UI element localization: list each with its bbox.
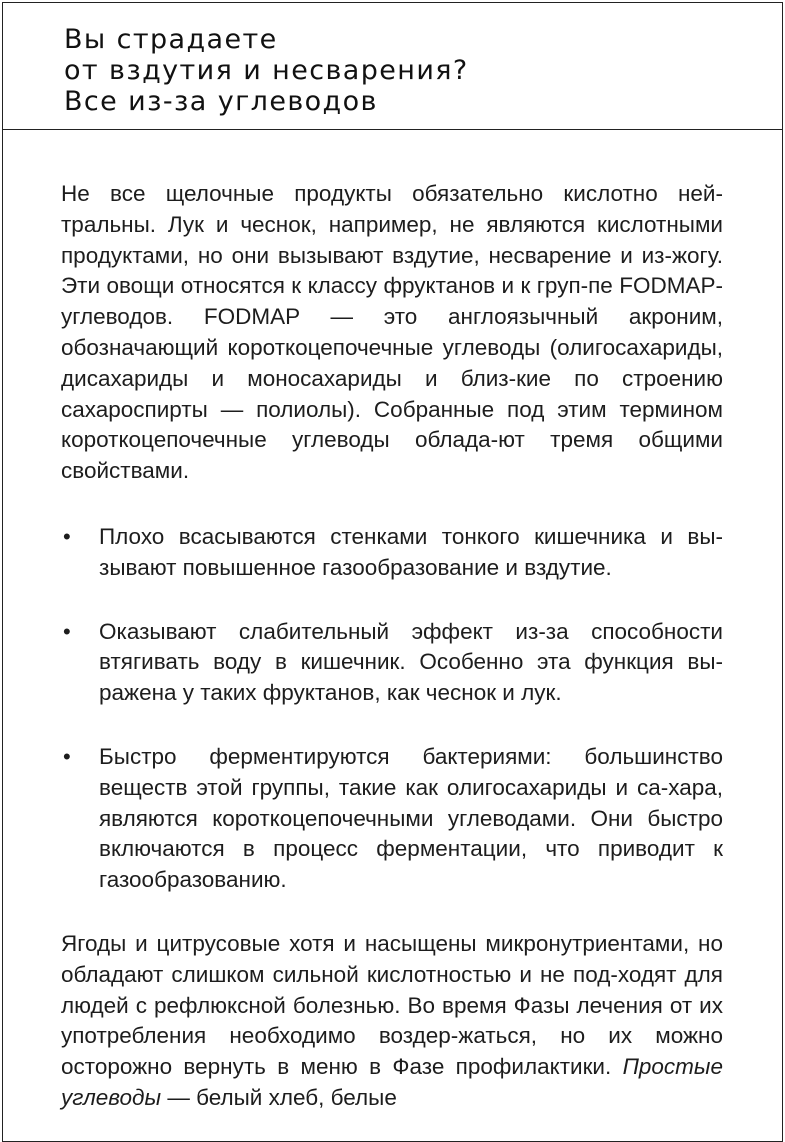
outro-text: Ягоды и цитрусовые хотя и насыщены микронутриентами, но обладают слишком сильной кислотностью и не под-ходят для людей с рефлюксной болезнью. Во время Фазы лечения от их употребления необходимо воздер-жаться, но их можно осторожно вернуть в меню в Фазе профилактики. bbox=[61, 930, 723, 1080]
outro-paragraph bbox=[61, 929, 723, 1114]
bullet-icon: • bbox=[63, 743, 71, 769]
body-text bbox=[61, 179, 723, 1114]
outro-italic-term: Простые углеводы bbox=[61, 1054, 723, 1110]
outro-tail: — белый хлеб, белые bbox=[161, 1084, 397, 1110]
heading-box bbox=[3, 3, 782, 130]
list-item bbox=[61, 617, 723, 709]
bullet-icon: • bbox=[63, 618, 71, 644]
list-item-text: Оказывают слабительный эффект из-за способности втягивать воду в кишечник. Особенно эта функция вы-ражена у таких фруктанов, как чеснок и лук. bbox=[99, 618, 723, 706]
bullet-icon: • bbox=[63, 523, 71, 549]
heading-line-2: от вздутия и несварения? bbox=[64, 55, 469, 86]
list-item-text: Плохо всасываются стенками тонкого кишечника и вы-зывают повышенное газообразование и вздутие. bbox=[99, 523, 723, 580]
section-heading bbox=[64, 24, 469, 117]
list-item-text: Быстро ферментируются бактериями: большинство веществ этой группы, такие как олигосахариды и са-хара, являются короткоцепочечными углеводами. Они быстро включаются в процесс ферментации, что приводит к газообразованию. bbox=[99, 743, 723, 893]
heading-line-1: Вы страдаете bbox=[64, 24, 278, 55]
list-item bbox=[61, 522, 723, 584]
list-item bbox=[61, 742, 723, 896]
heading-line-3: Все из-за углеводов bbox=[64, 86, 378, 117]
intro-paragraph: Не все щелочные продукты обязательно кислотно ней-тральны. Лук и чеснок, например, не являются кислотными продуктами, но они вызывают вздутие, несварение и из-жогу. Эти овощи относятся к классу фруктанов и к груп-пе FODMAP-углеводов. FODMAP — это англоязычный акроним, обозначающий короткоцепочечные углеводы (олигосахариды, дисахариды и моносахариды и близ-кие по строению сахароспирты — полиолы). Собранные под этим термином короткоцепочечные углеводы облада-ют тремя общими свойствами. bbox=[61, 181, 723, 484]
bullet-list bbox=[61, 522, 723, 896]
